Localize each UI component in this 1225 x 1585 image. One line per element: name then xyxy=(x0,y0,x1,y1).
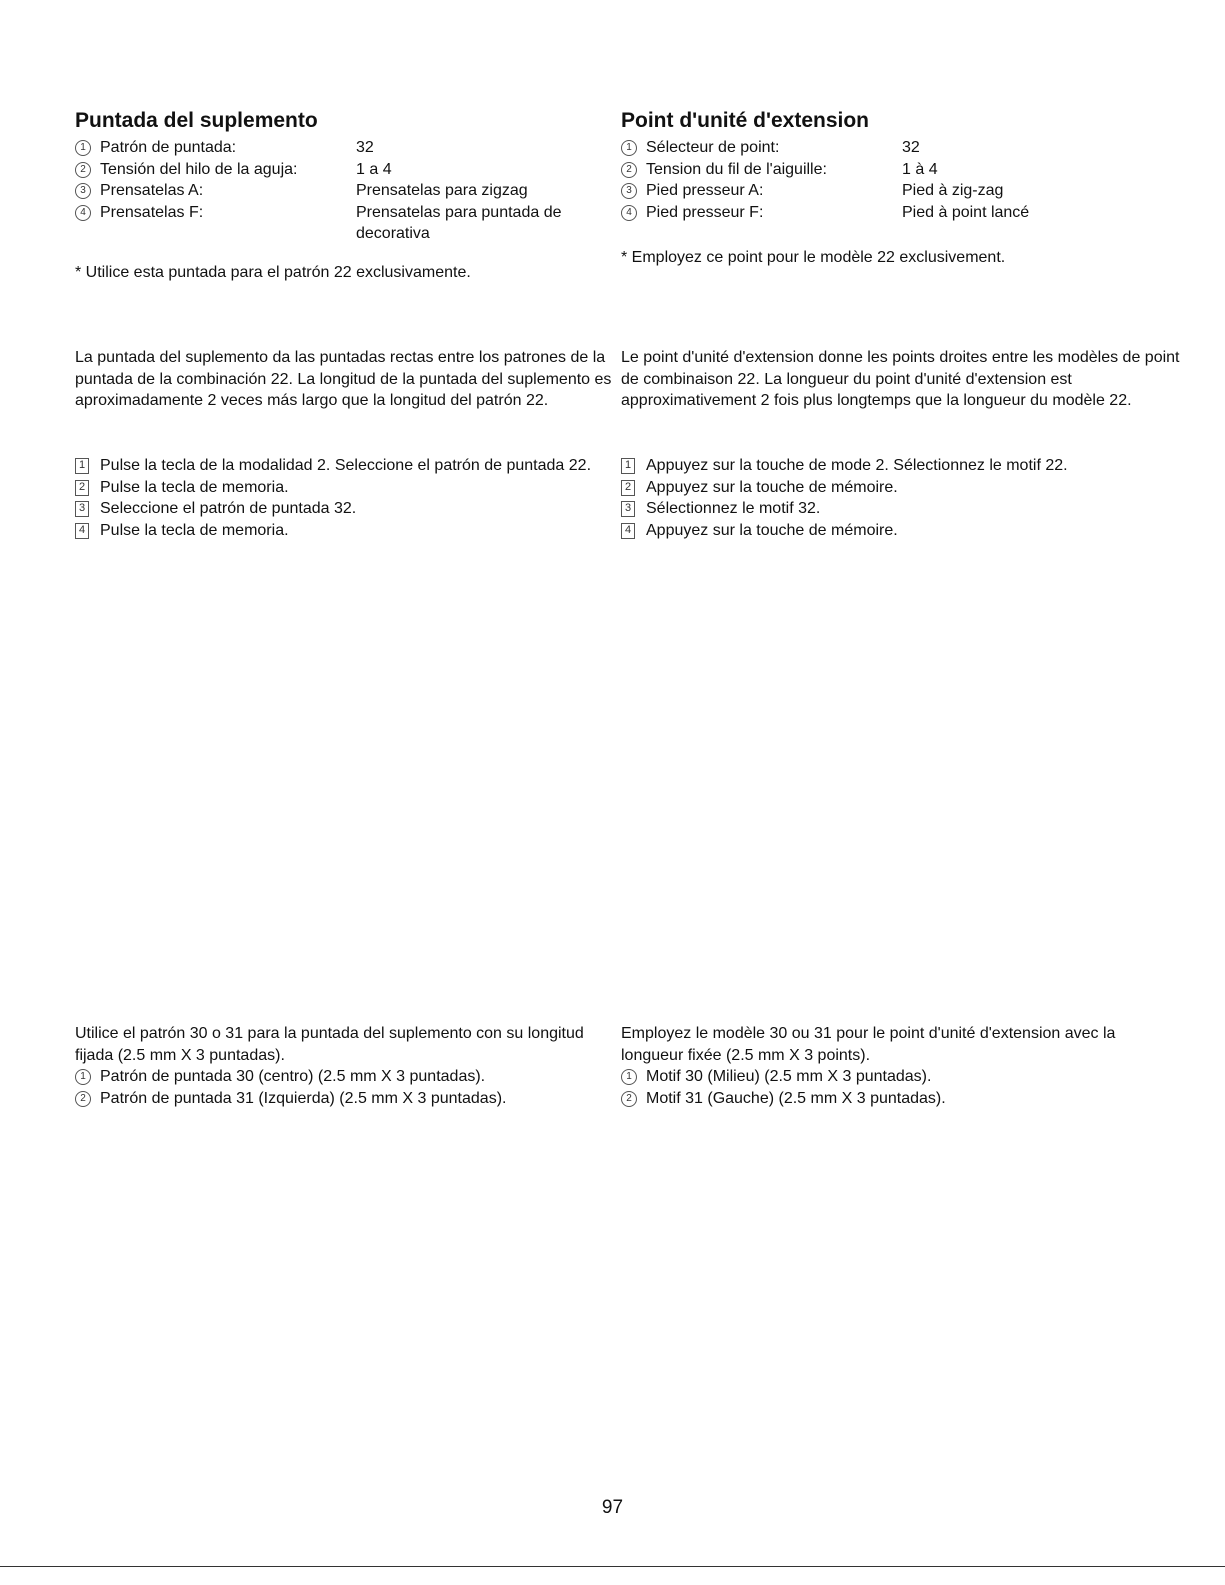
spec-value: 32 xyxy=(902,139,920,156)
step-item xyxy=(75,520,615,542)
circled-number-icon: 2 xyxy=(621,162,637,178)
circled-number-icon: 2 xyxy=(75,1091,91,1107)
boxed-number-icon: 4 xyxy=(621,523,635,539)
step-item xyxy=(621,498,1181,520)
step-list xyxy=(621,455,1181,541)
fixed-length-item xyxy=(75,1066,615,1088)
circled-number-icon: 1 xyxy=(75,1069,91,1085)
spec-label: Prensatelas A: xyxy=(100,182,204,199)
spec-value: Pied à zig-zag xyxy=(902,182,1004,199)
spec-value: 1 à 4 xyxy=(902,160,938,178)
french-column xyxy=(621,0,1181,1585)
boxed-number-icon: 2 xyxy=(621,480,635,496)
spec-label: Pied presseur F: xyxy=(646,203,764,221)
spec-label: Prensatelas F: xyxy=(100,203,204,221)
fixed-length-section xyxy=(75,1023,615,1109)
description-paragraph: La puntada del suplemento da las puntadas rectas entre los patrones de la puntada de la combinación 22. La longitud de la puntada del suplemento es aproximadamente 2 veces más largo que la longitud del patrón 22. xyxy=(75,349,612,409)
spec-row xyxy=(75,137,615,159)
fixed-length-text: Motif 30 (Milieu) (2.5 mm X 3 puntadas). xyxy=(646,1068,932,1085)
spec-label: Pied presseur A: xyxy=(646,182,764,199)
spec-label: Tension du fil de l'aiguille: xyxy=(646,160,827,178)
step-item xyxy=(621,477,1181,499)
spec-value: Prensatelas para puntada de decorativa xyxy=(356,203,562,242)
circled-number-icon: 3 xyxy=(75,183,91,199)
step-item xyxy=(75,455,615,477)
spec-row xyxy=(621,180,1181,202)
spec-value: Pied à point lancé xyxy=(902,203,1030,221)
footnote: * Utilice esta puntada para el patrón 22 exclusivamente. xyxy=(75,264,471,281)
circled-number-icon: 1 xyxy=(621,1069,637,1085)
step-text: Seleccione el patrón de puntada 32. xyxy=(100,500,357,517)
step-text: Appuyez sur la touche de mémoire. xyxy=(646,478,898,496)
fixed-length-text: Patrón de puntada 31 (Izquierda) (2.5 mm X 3 puntadas). xyxy=(100,1089,507,1107)
step-item xyxy=(621,455,1181,477)
step-text: Sélectionnez le motif 32. xyxy=(646,500,821,517)
circled-number-icon: 1 xyxy=(621,140,637,156)
fixed-length-intro: Utilice el patrón 30 o 31 para la puntada del suplemento con su longitud fijada (2.5 mm X 3 puntadas). xyxy=(75,1025,584,1064)
spec-row xyxy=(621,159,1181,181)
boxed-number-icon: 3 xyxy=(621,501,635,517)
fixed-length-item xyxy=(75,1088,615,1110)
bottom-rule xyxy=(0,1566,1225,1567)
boxed-number-icon: 3 xyxy=(75,501,89,517)
step-item xyxy=(75,498,615,520)
description-paragraph: Le point d'unité d'extension donne les points droites entre les modèles de point de combinaison 22. La longueur du point d'unité d'extension est approximativement 2 fois plus longtemps que la longueur du modèle 22. xyxy=(621,349,1180,409)
step-item xyxy=(75,477,615,499)
circled-number-icon: 4 xyxy=(75,205,91,221)
footnote: * Employez ce point pour le modèle 22 exclusivement. xyxy=(621,249,1006,266)
spec-list xyxy=(621,137,1181,223)
fixed-length-item xyxy=(621,1066,1181,1088)
step-text: Appuyez sur la touche de mémoire. xyxy=(646,521,898,539)
circled-number-icon: 2 xyxy=(621,1091,637,1107)
section-title: Puntada del suplemento xyxy=(75,109,318,132)
spec-label: Tensión del hilo de la aguja: xyxy=(100,160,298,178)
boxed-number-icon: 4 xyxy=(75,523,89,539)
spec-value: 1 a 4 xyxy=(356,160,392,178)
fixed-length-text: Patrón de puntada 30 (centro) (2.5 mm X 3 puntadas). xyxy=(100,1068,486,1085)
spec-row xyxy=(75,159,615,181)
spec-row xyxy=(621,137,1181,159)
boxed-number-icon: 2 xyxy=(75,480,89,496)
step-text: Pulse la tecla de la modalidad 2. Seleccione el patrón de puntada 22. xyxy=(100,457,592,474)
circled-number-icon: 2 xyxy=(75,162,91,178)
section-title: Point d'unité d'extension xyxy=(621,109,869,132)
step-text: Pulse la tecla de memoria. xyxy=(100,521,289,539)
circled-number-icon: 4 xyxy=(621,205,637,221)
spec-list xyxy=(75,137,615,245)
fixed-length-intro: Employez le modèle 30 ou 31 pour le point d'unité d'extension avec la longueur fixée (2.5 mm X 3 points). xyxy=(621,1025,1116,1064)
spec-row xyxy=(621,202,1181,224)
circled-number-icon: 3 xyxy=(621,183,637,199)
spec-value: 32 xyxy=(356,139,374,156)
step-list xyxy=(75,455,615,541)
step-text: Appuyez sur la touche de mode 2. Sélectionnez le motif 22. xyxy=(646,457,1068,474)
circled-number-icon: 1 xyxy=(75,140,91,156)
fixed-length-item xyxy=(621,1088,1181,1110)
spec-value: Prensatelas para zigzag xyxy=(356,182,528,199)
spanish-column xyxy=(75,0,615,1585)
boxed-number-icon: 1 xyxy=(621,458,635,474)
spec-label: Sélecteur de point: xyxy=(646,139,780,156)
spec-row xyxy=(75,202,615,245)
step-item xyxy=(621,520,1181,542)
step-text: Pulse la tecla de memoria. xyxy=(100,478,289,496)
spec-label: Patrón de puntada: xyxy=(100,139,237,156)
fixed-length-section xyxy=(621,1023,1181,1109)
fixed-length-text: Motif 31 (Gauche) (2.5 mm X 3 puntadas). xyxy=(646,1089,946,1107)
boxed-number-icon: 1 xyxy=(75,458,89,474)
page-number: 97 xyxy=(601,1497,624,1518)
spec-row xyxy=(75,180,615,202)
